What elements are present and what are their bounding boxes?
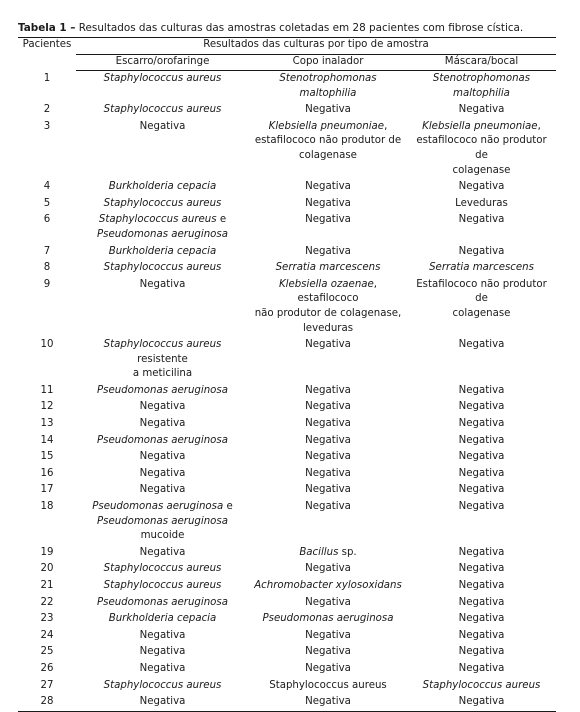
organism-name: Staphylococcus aureus (103, 339, 222, 351)
cell-mask (407, 561, 556, 578)
cell-patient: 13 (40, 418, 54, 430)
result-text: Negativa (458, 662, 505, 674)
table-caption-label: Tabela 1 – (18, 22, 76, 34)
cell-mask (407, 179, 556, 196)
cell-patient: 14 (40, 434, 54, 446)
organism-name: Pseudomonas aeruginosa (97, 434, 228, 446)
result-text: , (384, 120, 388, 132)
header-sputum: Escarro/orofaringe (76, 55, 249, 71)
cell-mask (407, 277, 556, 337)
result-text: Staphylococcus aureus (269, 679, 387, 691)
result-text: Negativa (458, 451, 505, 463)
result-text: Negativa (458, 613, 505, 625)
result-text: Negativa (458, 546, 505, 558)
result-text: Leveduras (455, 197, 508, 209)
cell-sputum (76, 561, 249, 578)
result-text: Negativa (458, 501, 505, 513)
result-text: Negativa (305, 451, 351, 463)
organism-name: Pseudomonas aeruginosa (97, 596, 228, 608)
cell-inhaler-cup (249, 466, 407, 483)
table-row (18, 466, 556, 483)
cell-patient: 19 (40, 546, 54, 558)
result-text: Negativa (139, 451, 186, 463)
table-row (18, 644, 556, 661)
cell-sputum (76, 595, 249, 612)
cell-sputum (76, 578, 249, 595)
organism-name: Pseudomonas aeruginosa (97, 515, 228, 527)
result-text: Negativa (458, 696, 505, 708)
cell-inhaler-cup (249, 196, 407, 213)
result-text: Negativa (139, 120, 186, 132)
cell-mask (407, 661, 556, 678)
result-text: Negativa (458, 646, 505, 658)
cell-inhaler-cup (249, 561, 407, 578)
cell-patient: 18 (40, 501, 54, 513)
organism-name: Burkholderia cepacia (108, 613, 217, 625)
cell-mask (407, 119, 556, 179)
cell-patient: 10 (40, 339, 54, 351)
table-row (18, 578, 556, 595)
result-text: Negativa (305, 104, 351, 116)
cell-sputum (76, 179, 249, 196)
result-text: Negativa (139, 696, 186, 708)
cell-sputum (76, 482, 249, 499)
table-caption (18, 22, 523, 35)
result-text: estafilococo não produtor de (416, 135, 547, 161)
organism-name: Staphylococcus aureus (98, 214, 217, 226)
organism-name: Pseudomonas aeruginosa (92, 501, 224, 513)
result-text: Negativa (139, 467, 186, 479)
header-row-columns (18, 55, 556, 71)
result-text: Negativa (305, 245, 351, 257)
cell-inhaler-cup (249, 611, 407, 628)
result-text: Negativa (305, 434, 351, 446)
cell-patient: 2 (43, 104, 51, 116)
table-row (18, 119, 556, 179)
cell-sputum (76, 196, 249, 213)
cell-mask (407, 102, 556, 119)
cell-inhaler-cup (249, 119, 407, 179)
result-text: não produtor de colagenase, (254, 307, 402, 319)
result-text: Negativa (458, 245, 505, 257)
cell-mask (407, 678, 556, 695)
cell-inhaler-cup (249, 337, 407, 383)
result-text: Negativa (458, 563, 505, 575)
table-row (18, 244, 556, 261)
table-row (18, 661, 556, 678)
result-text: Negativa (305, 662, 351, 674)
result-text: Negativa (139, 629, 186, 641)
cell-inhaler-cup (249, 399, 407, 416)
cell-mask (407, 611, 556, 628)
cell-inhaler-cup (249, 416, 407, 433)
cell-mask (407, 244, 556, 261)
cell-sputum (76, 661, 249, 678)
cell-sputum (76, 260, 249, 277)
table-row (18, 611, 556, 628)
result-text: Negativa (139, 646, 186, 658)
result-text: mucoide (140, 530, 185, 542)
cell-patient: 15 (40, 451, 54, 463)
organism-name: Staphylococcus aureus (422, 679, 541, 691)
header-mask: Máscara/bocal (407, 55, 556, 71)
result-text: Negativa (139, 401, 186, 413)
cell-inhaler-cup (249, 383, 407, 400)
organism-name: Staphylococcus aureus (103, 197, 222, 209)
organism-name: Klebsiella pneumoniae (422, 120, 538, 132)
cell-patient: 9 (43, 278, 51, 290)
table-row (18, 196, 556, 213)
cell-inhaler-cup (249, 482, 407, 499)
table-row (18, 595, 556, 612)
cell-patient: 12 (40, 401, 54, 413)
cell-patient: 21 (40, 580, 54, 591)
result-text: colagenase (299, 149, 357, 161)
cell-patient: 23 (40, 613, 54, 625)
results-table (18, 37, 556, 712)
cell-sputum (76, 694, 249, 711)
cell-patient: 20 (40, 563, 54, 575)
table-row (18, 694, 556, 711)
cell-mask (407, 449, 556, 466)
result-text: Negativa (139, 278, 186, 290)
table-row (18, 212, 556, 243)
cell-patient: 6 (43, 214, 51, 226)
table-row (18, 678, 556, 695)
result-text: colagenase (452, 307, 511, 319)
result-text: a meticilina (132, 368, 193, 380)
table-caption-text: Resultados das culturas das amostras coletadas em 28 pacientes com fibrose cística. (75, 22, 524, 34)
cell-sputum (76, 71, 249, 103)
header-patients: Pacientes (18, 38, 76, 71)
cell-sputum (76, 399, 249, 416)
cell-mask (407, 499, 556, 545)
cell-patient: 27 (40, 679, 54, 691)
result-text: , estafilococo (297, 278, 378, 305)
result-text: Negativa (305, 696, 351, 708)
cell-patient: 25 (40, 646, 54, 658)
result-text: Estafilococo não produtor de (416, 278, 547, 305)
cell-mask (407, 595, 556, 612)
result-text: Negativa (458, 418, 505, 430)
organism-name: Staphylococcus aureus (103, 679, 222, 691)
result-text: Negativa (305, 214, 351, 226)
cell-inhaler-cup (249, 661, 407, 678)
result-text: e (223, 501, 233, 513)
cell-patient: 8 (43, 262, 51, 274)
cell-sputum (76, 449, 249, 466)
result-text: Negativa (458, 596, 505, 608)
organism-name: Stenotrophomonas maltophilia (432, 73, 531, 99)
result-text: Negativa (139, 546, 186, 558)
cell-patient: 16 (40, 467, 54, 479)
cell-sputum (76, 678, 249, 695)
table-row (18, 561, 556, 578)
organism-name: Serratia marcescens (275, 262, 381, 274)
organism-name: Staphylococcus aureus (103, 104, 222, 116)
organism-name: Stenotrophomonas maltophilia (279, 73, 377, 99)
table-header (18, 38, 556, 71)
cell-inhaler-cup (249, 212, 407, 243)
table-row (18, 399, 556, 416)
cell-patient: 22 (40, 596, 54, 608)
table-body (18, 71, 556, 712)
cell-mask (407, 466, 556, 483)
cell-mask (407, 644, 556, 661)
cell-inhaler-cup (249, 244, 407, 261)
cell-patient: 4 (43, 181, 51, 193)
cell-mask (407, 399, 556, 416)
organism-name: Staphylococcus aureus (103, 563, 222, 575)
result-text: Negativa (139, 418, 186, 430)
organism-name: Achromobacter xylosoxidans (254, 580, 402, 591)
table-row (18, 449, 556, 466)
cell-inhaler-cup (249, 578, 407, 595)
result-text: Negativa (305, 501, 351, 513)
cell-sputum (76, 499, 249, 545)
cell-patient: 7 (43, 245, 51, 257)
cell-inhaler-cup (249, 545, 407, 562)
table-row (18, 545, 556, 562)
result-text: Negativa (305, 181, 351, 193)
cell-patient: 1 (43, 72, 51, 84)
cell-patient: 3 (43, 120, 51, 132)
cell-inhaler-cup (249, 102, 407, 119)
result-text: Negativa (458, 580, 505, 591)
header-group-results: Resultados das culturas por tipo de amostra (76, 38, 556, 55)
organism-name: Klebsiella ozaenae (278, 278, 374, 290)
cell-sputum (76, 611, 249, 628)
cell-inhaler-cup (249, 449, 407, 466)
table-row (18, 71, 556, 103)
table-row (18, 179, 556, 196)
result-text: Negativa (458, 181, 505, 193)
cell-mask (407, 337, 556, 383)
result-text: leveduras (302, 322, 354, 334)
organism-name: Pseudomonas aeruginosa (97, 228, 228, 240)
result-text: Negativa (458, 214, 505, 226)
organism-name: Pseudomonas aeruginosa (262, 613, 394, 625)
result-text: Negativa (305, 646, 351, 658)
cell-inhaler-cup (249, 260, 407, 277)
result-text: Negativa (139, 662, 186, 674)
cell-sputum (76, 244, 249, 261)
cell-mask (407, 482, 556, 499)
table-row (18, 102, 556, 119)
organism-name: Bacillus (299, 546, 339, 558)
cell-sputum (76, 337, 249, 383)
cell-sputum (76, 628, 249, 645)
cell-inhaler-cup (249, 433, 407, 450)
table-row (18, 277, 556, 337)
cell-patient: 5 (43, 197, 51, 209)
cell-mask (407, 71, 556, 103)
cell-patient: 17 (40, 484, 54, 496)
cell-mask (407, 578, 556, 595)
cell-sputum (76, 383, 249, 400)
result-text: Negativa (305, 563, 351, 575)
cell-sputum (76, 119, 249, 179)
cell-sputum (76, 416, 249, 433)
result-text: Negativa (458, 401, 505, 413)
table-row (18, 499, 556, 545)
result-text: e (216, 214, 227, 226)
cell-inhaler-cup (249, 644, 407, 661)
table-row (18, 482, 556, 499)
organism-name: Klebsiella pneumoniae (268, 120, 385, 132)
organism-name: Staphylococcus aureus (103, 580, 222, 591)
table-row (18, 433, 556, 450)
cell-inhaler-cup (249, 499, 407, 545)
cell-mask (407, 694, 556, 711)
result-text: Negativa (305, 384, 351, 396)
organism-name: Pseudomonas aeruginosa (97, 384, 228, 396)
cell-inhaler-cup (249, 628, 407, 645)
result-text: estafilococo não produtor de (254, 135, 402, 147)
organism-name: Staphylococcus aureus (103, 262, 222, 274)
result-text: Negativa (458, 384, 505, 396)
organism-name: Serratia marcescens (429, 262, 534, 274)
cell-sputum (76, 433, 249, 450)
cell-mask (407, 545, 556, 562)
table-row (18, 416, 556, 433)
result-text: Negativa (305, 339, 351, 351)
result-text: Negativa (305, 484, 351, 496)
result-text: Negativa (305, 401, 351, 413)
result-text: Negativa (458, 629, 505, 641)
result-text: Negativa (458, 104, 505, 116)
cell-inhaler-cup (249, 277, 407, 337)
cell-patient: 28 (18, 694, 76, 711)
result-text: Negativa (305, 197, 351, 209)
cell-inhaler-cup (249, 694, 407, 711)
table-row (18, 628, 556, 645)
result-text: Negativa (458, 339, 505, 351)
result-text: , (537, 120, 541, 132)
result-text: colagenase (452, 164, 511, 176)
cell-patient: 11 (40, 384, 54, 396)
header-inhaler-cup: Copo inalador (249, 55, 407, 71)
result-text: Negativa (458, 484, 505, 496)
cell-inhaler-cup (249, 595, 407, 612)
cell-patient: 26 (40, 662, 54, 674)
cell-sputum (76, 212, 249, 243)
result-text: Negativa (305, 629, 351, 641)
cell-mask (407, 628, 556, 645)
cell-mask (407, 196, 556, 213)
cell-mask (407, 433, 556, 450)
result-text: Negativa (305, 418, 351, 430)
cell-mask (407, 383, 556, 400)
organism-name: Staphylococcus aureus (103, 73, 222, 84)
cell-inhaler-cup (249, 678, 407, 695)
table-row (18, 337, 556, 383)
result-text: Negativa (458, 434, 505, 446)
result-text: Negativa (458, 467, 505, 479)
result-text: resistente (137, 353, 188, 365)
cell-sputum (76, 466, 249, 483)
result-text: Negativa (139, 484, 186, 496)
cell-sputum (76, 277, 249, 337)
result-text: Negativa (305, 596, 351, 608)
organism-name: Burkholderia cepacia (108, 245, 217, 257)
table-row (18, 383, 556, 400)
header-row-top (18, 38, 556, 55)
cell-inhaler-cup (249, 71, 407, 103)
result-text: Negativa (305, 467, 351, 479)
cell-mask (407, 260, 556, 277)
cell-patient: 24 (40, 629, 54, 641)
cell-inhaler-cup (249, 179, 407, 196)
cell-sputum (76, 102, 249, 119)
cell-sputum (76, 545, 249, 562)
cell-mask (407, 212, 556, 243)
cell-mask (407, 416, 556, 433)
organism-name: Burkholderia cepacia (108, 181, 217, 193)
table-row (18, 260, 556, 277)
cell-sputum (76, 644, 249, 661)
result-text: sp. (338, 546, 357, 558)
